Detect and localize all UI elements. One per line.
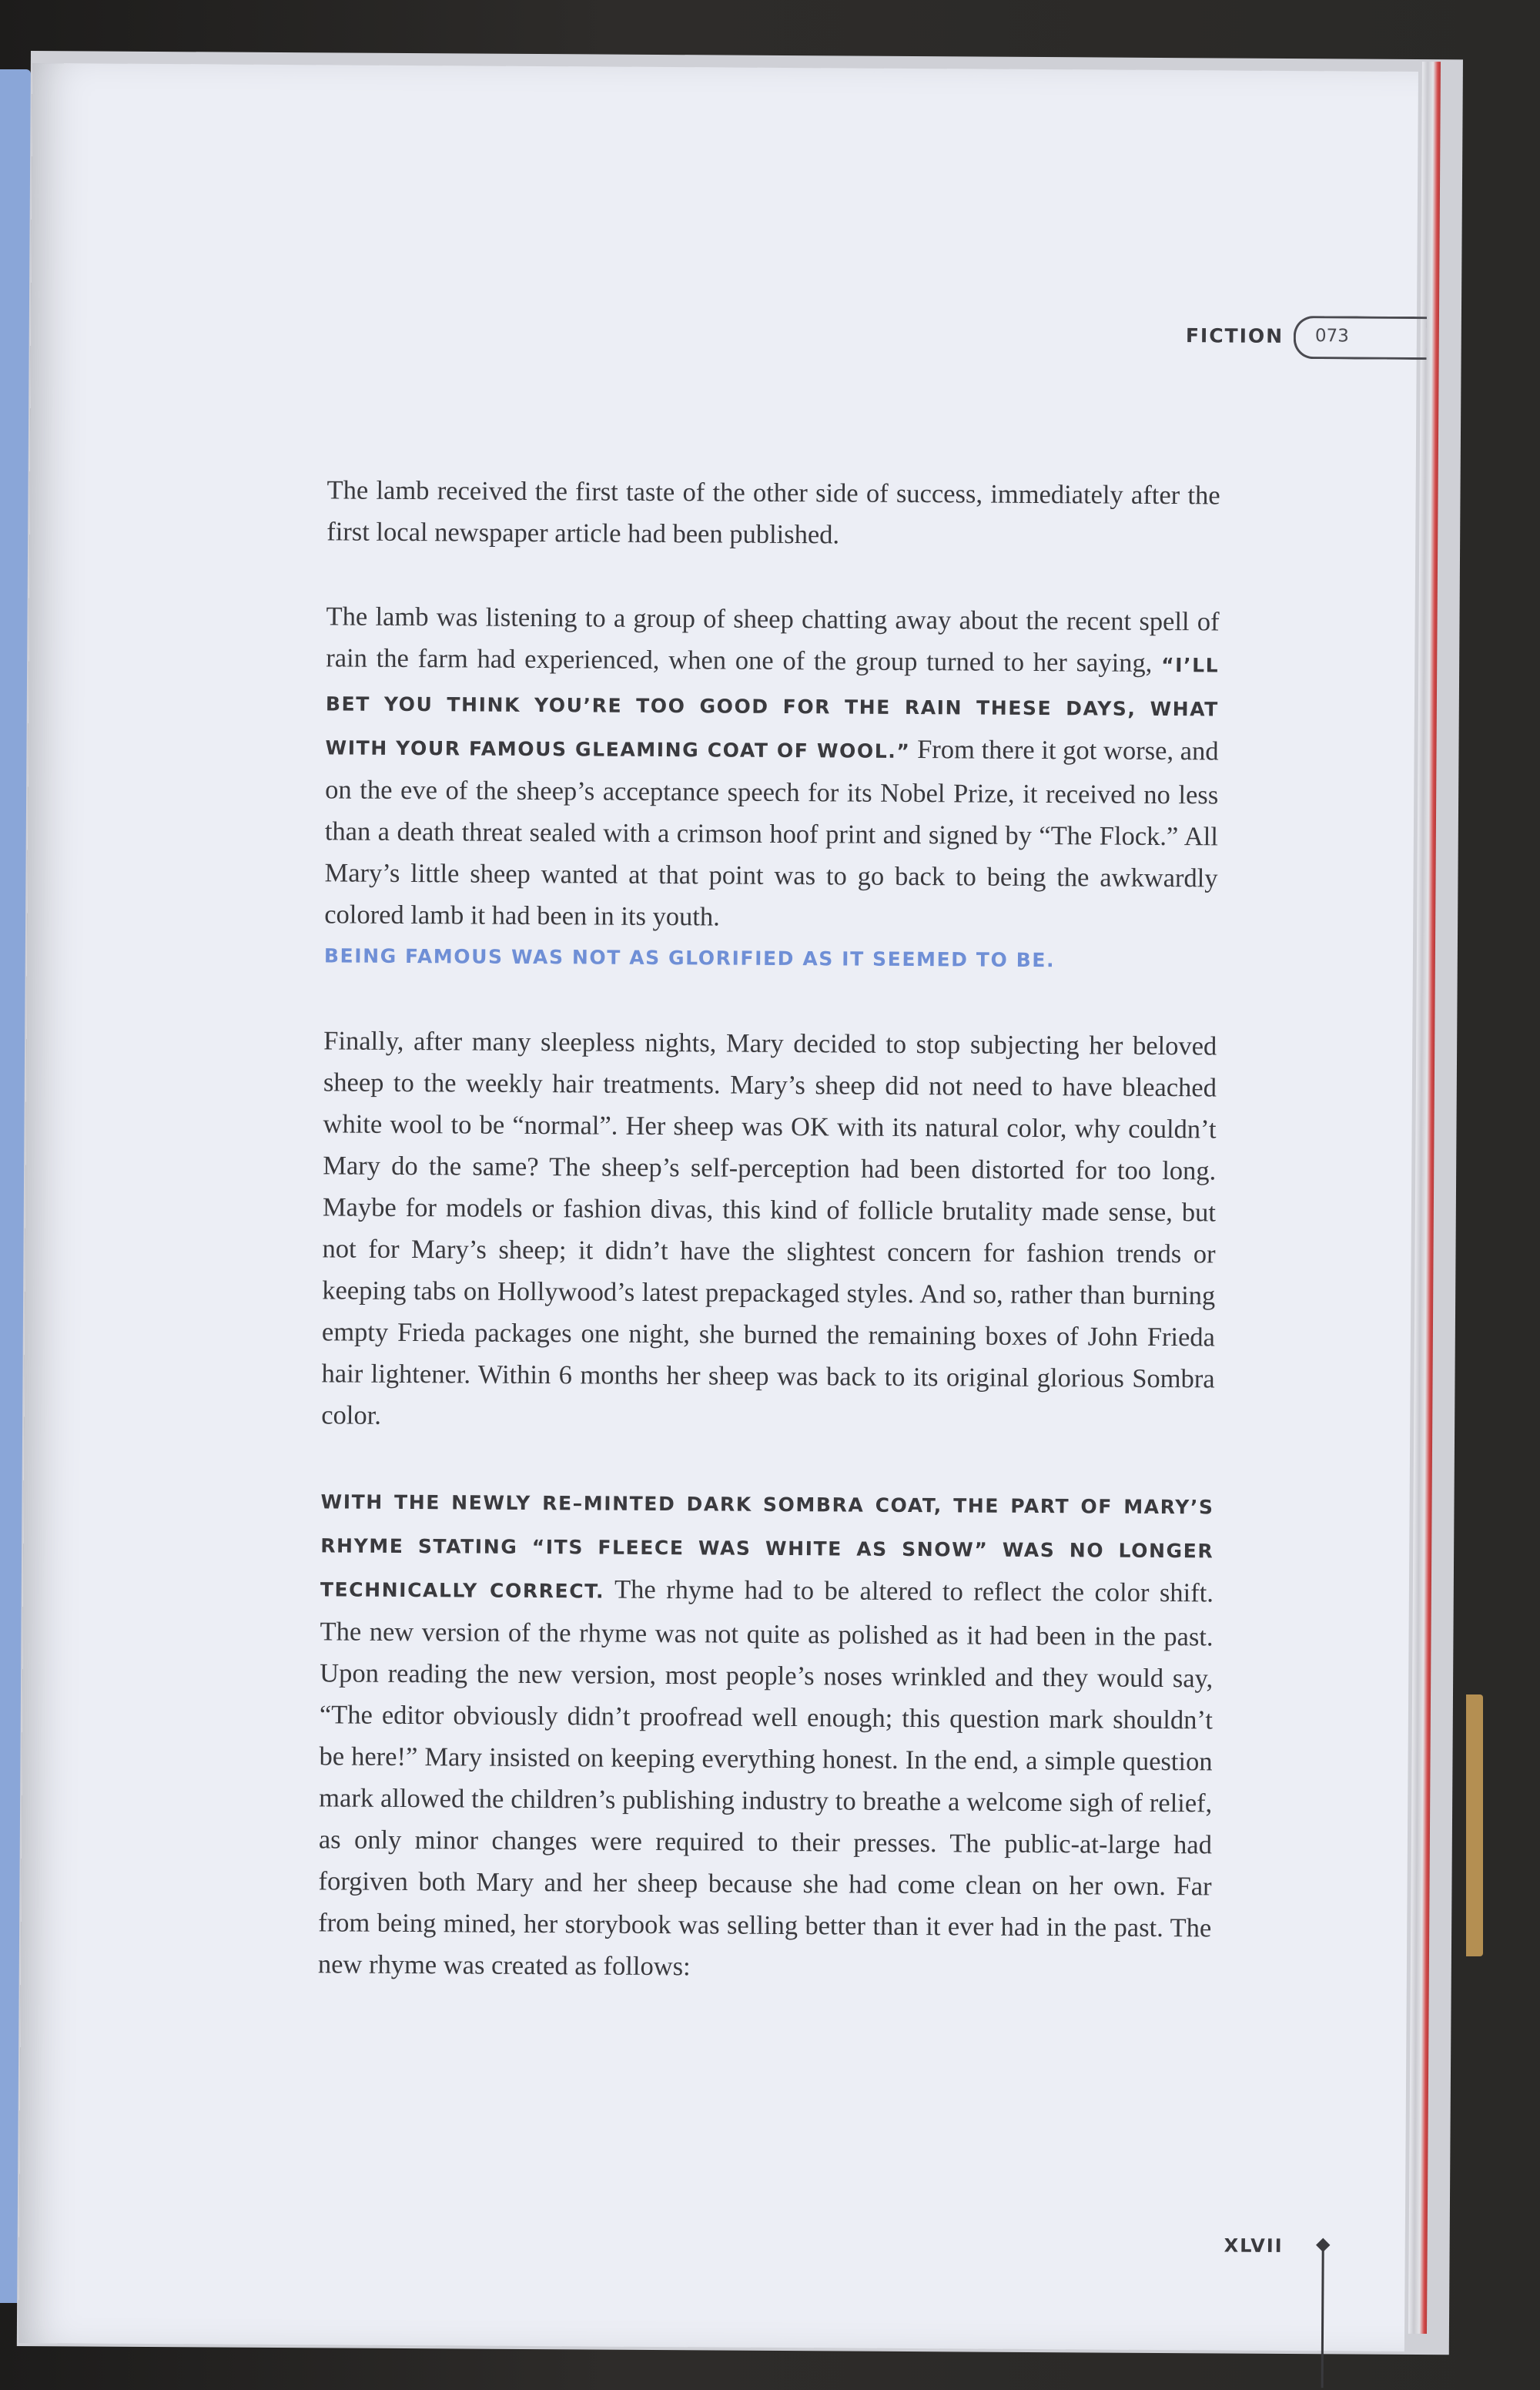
paragraph-4 [318, 1479, 1214, 1990]
paragraph-2 [324, 595, 1220, 982]
running-header [1186, 315, 1417, 360]
page-number: 073 [1314, 326, 1349, 347]
section-label: FICTION [1185, 324, 1284, 347]
folio-roman: XLVII [1224, 2234, 1284, 2257]
lead-in-caps: WITH THE NEWLY RE–MINTED DARK SOMBRA COAT, THE PART OF MARY’S RHYME STATING “ITS FLEECE WAS WHITE AS SNOW” WAS NO LONGER TECHNICALLY CORRECT. [320, 1490, 1214, 1603]
paragraph-text: The lamb was listening to a group of sheep chatting away about the recent spell of rain the farm had experienced, when one of the group turned to her saying, [326, 602, 1220, 678]
blue-callout: BEING FAMOUS WAS NOT AS GLORIFIED AS IT SEEMED TO BE. [323, 944, 1056, 972]
book-page [18, 63, 1418, 2351]
bookmark-tab [1466, 1694, 1483, 1956]
pull-quote: “I’LL BET YOU THINK YOU’RE TOO GOOD FOR THE RAIN THESE DAYS, WHAT WITH YOUR FAMOUS GLEAMING COAT OF WOOL.” [325, 653, 1220, 763]
article-body [317, 469, 1220, 2033]
page-number-pill [1294, 316, 1427, 360]
paragraph-1 [326, 469, 1220, 558]
paragraph-3 [321, 1020, 1217, 1441]
paragraph-text: From there it got worse, and on the eve of the sheep’s acceptance speech for its Nobel Prize, it received no less than a death threat sealed with a crimson hoof print and signed by “The Flock.” All Mary’s little sheep wanted at that point was to go back to being the awkwardly colored lamb it had been in its youth. [324, 734, 1219, 932]
paragraph-text: The lamb received the first taste of the other side of success, immediately after the first local newspaper article had been published. [326, 475, 1220, 550]
paragraph-text: The rhyme had to be altered to reflect the color shift. The new version of the rhyme was not quite as polished as it had been in the past. Upon reading the new version, most people’s noses wrinkled and they would say, “The editor obviously didn’t proofread well enough; this question mark shouldn’t be here!” Mary insisted on keeping everything honest. In the end, a simple question mark allowed the children’s publishing industry to breathe a welcome sigh of relief, as only minor changes were required to their presses. The public-at-large had forgiven both Mary and her sheep because she had come clean on her own. Far from being mined, her storybook was selling better than it ever had in the past. The new rhyme was created as follows: [317, 1574, 1214, 1982]
paragraph-text: Finally, after many sleepless nights, Mary decided to stop subjecting her beloved sheep to the weekly hair treatments. Mary’s sheep did not need to have bleached white wool to be “normal”. Her sheep was OK with its natural color, why couldn’t Mary do the same? The sheep’s self-perception had been distorted for too long. Maybe for models or fashion divas, this kind of follicle brutality made sense, but not for Mary’s sheep; it didn’t have the slightest concern for fashion trends or keeping tabs on Hollywood’s latest prepackaged styles. And so, rather than burning empty Frieda packages one night, she burned the remaining boxes of John Frieda hair lightener. Within 6 months her sheep was back to its original glorious Sombra color. [321, 1026, 1217, 1430]
